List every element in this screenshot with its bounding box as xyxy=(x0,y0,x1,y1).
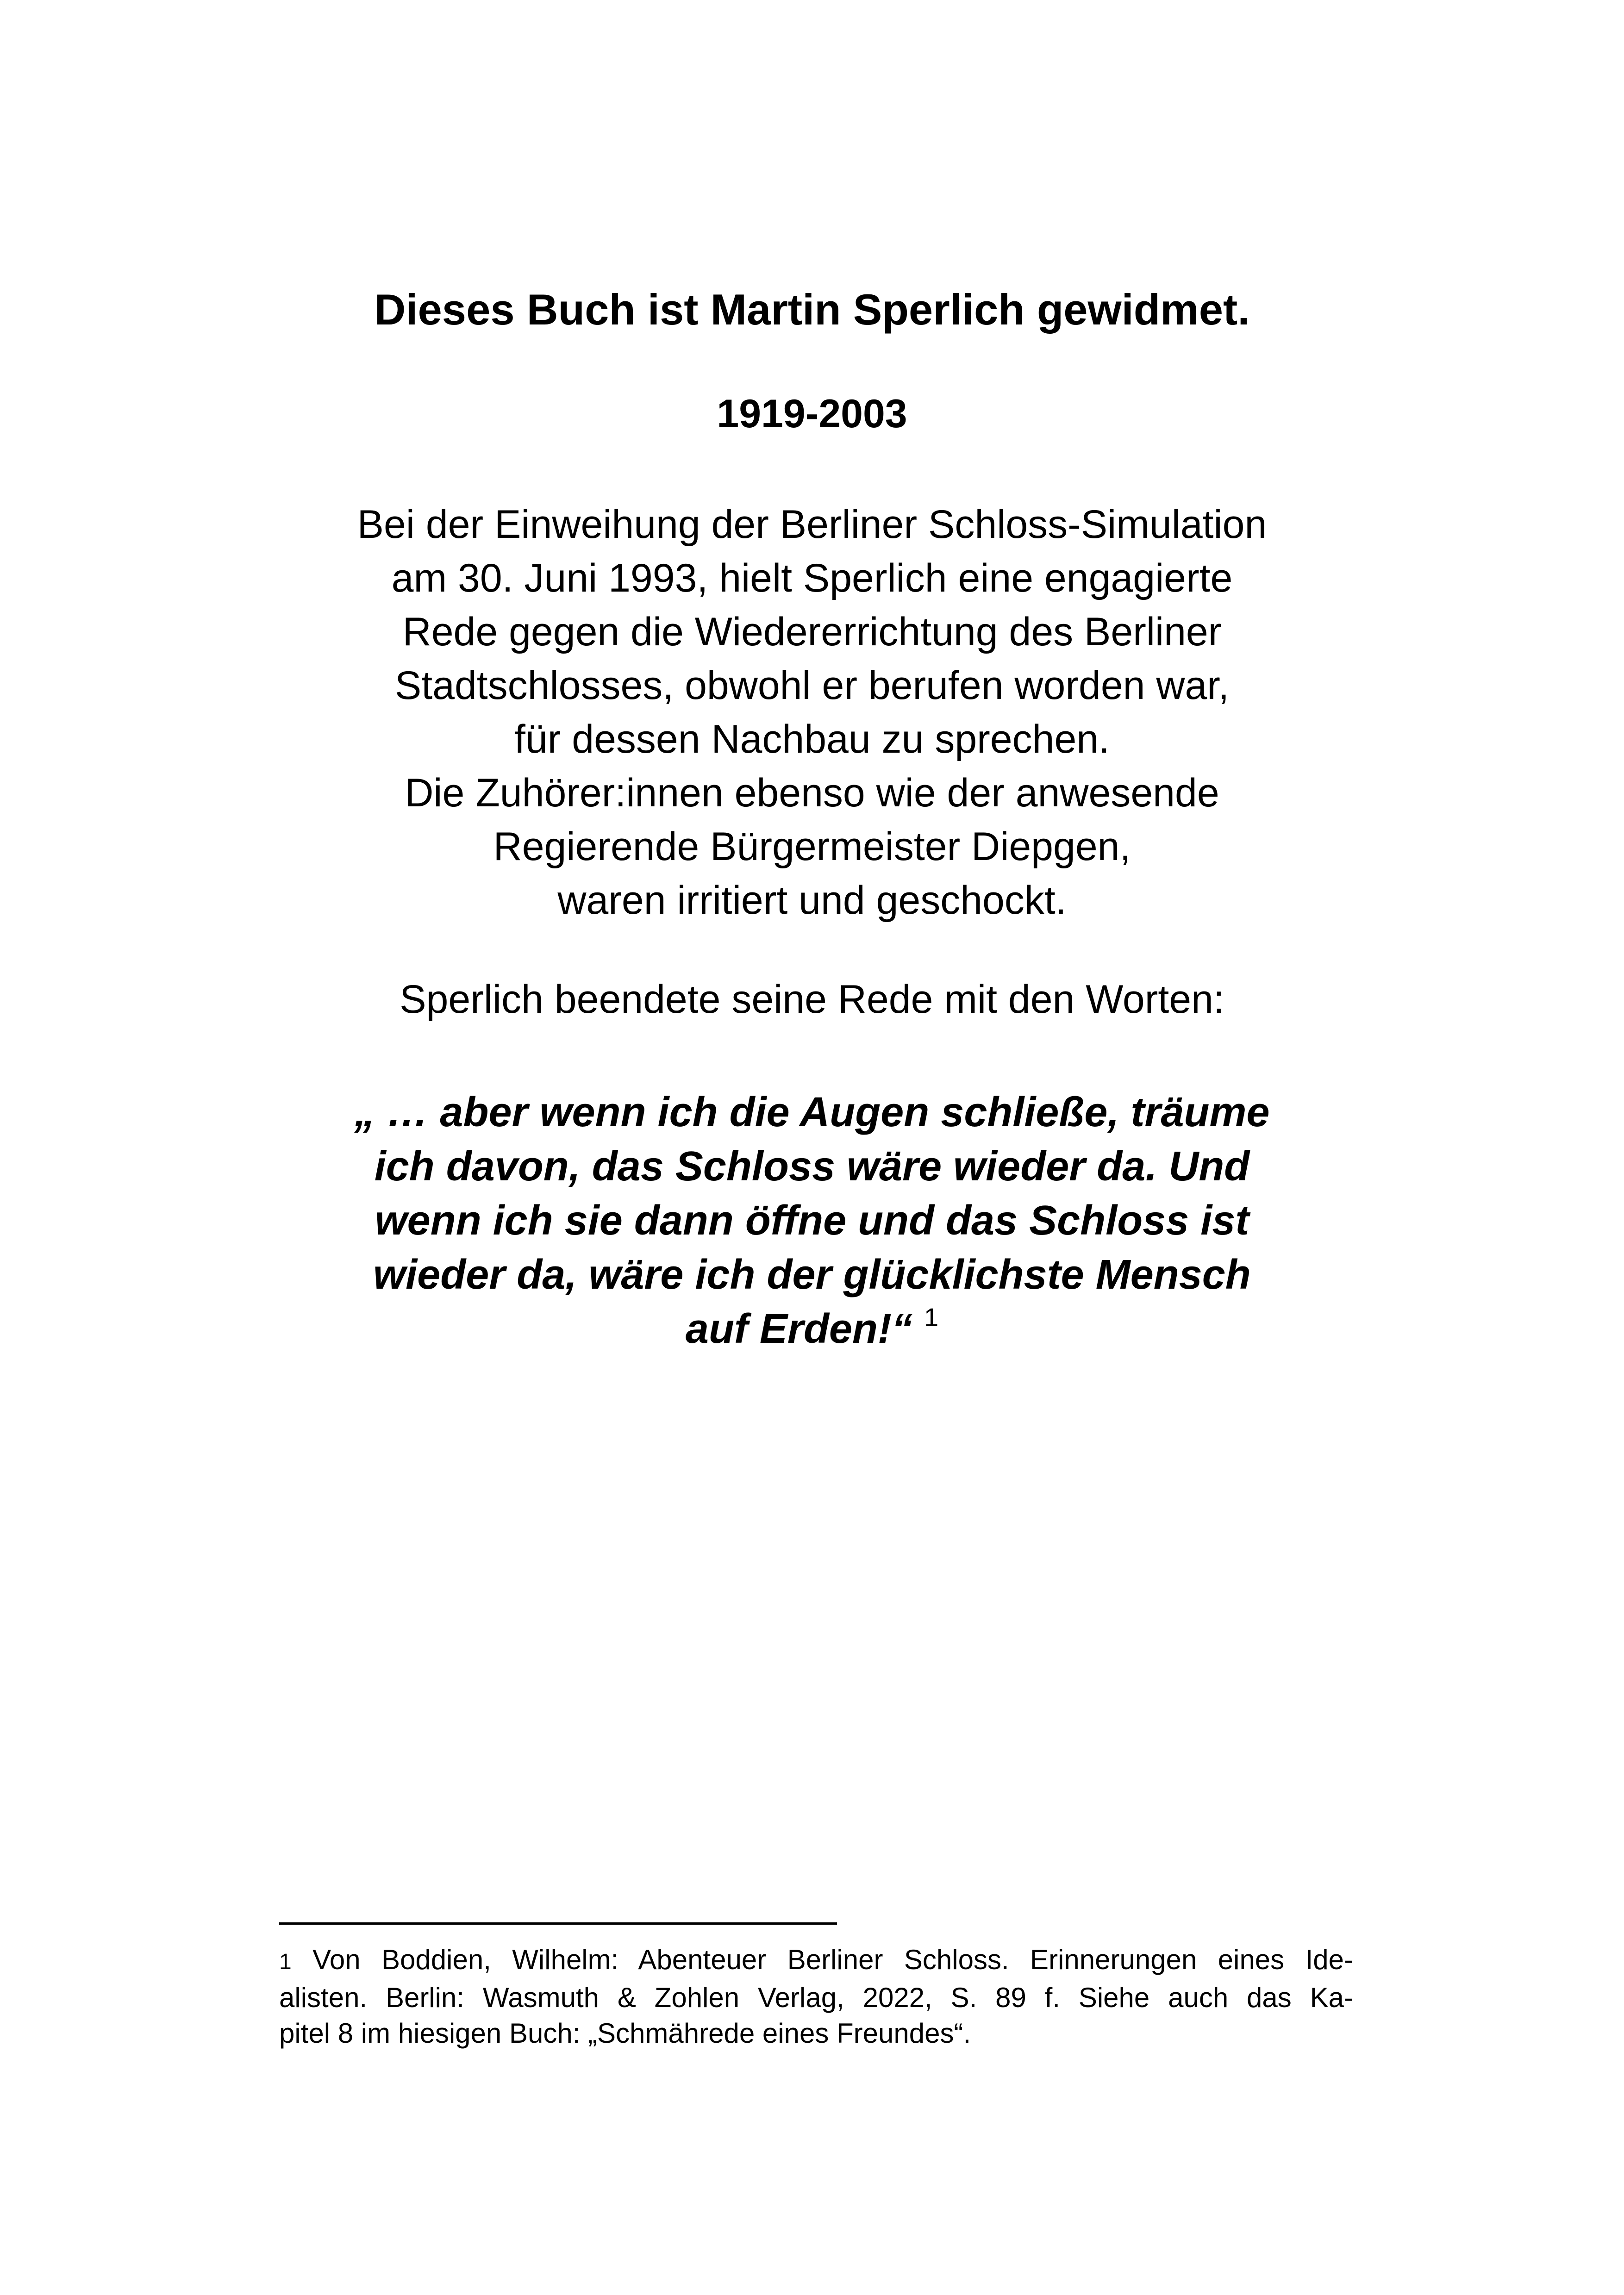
narrative-line: Regierende Bürgermeister Diepgen, xyxy=(493,824,1131,869)
quote-line-last xyxy=(0,1302,1624,1356)
dedication-heading: Dieses Buch ist Martin Sperlich gewidmet. xyxy=(374,285,1250,334)
narrative-line: für dessen Nachbau zu sprechen. xyxy=(514,717,1110,761)
narrative-line: Rede gegen die Wiedererrichtung des Berliner xyxy=(402,610,1222,654)
narrative-line: waren irritiert und geschockt. xyxy=(557,878,1067,923)
footnote-line xyxy=(279,1942,1353,1980)
quote-line: wieder da, wäre ich der glücklichste Mensch xyxy=(373,1252,1251,1298)
life-years: 1919-2003 xyxy=(717,392,907,436)
narrative-line: Stadtschlosses, obwohl er berufen worden war, xyxy=(394,663,1230,708)
footnote-number: 1 xyxy=(279,1950,292,1974)
quote-line: wenn ich sie dann öffne und das Schloss ist xyxy=(375,1197,1249,1244)
narrative-line: Die Zuhörer:innen ebenso wie der anwesende xyxy=(405,771,1219,815)
narrative-line: Bei der Einweihung der Berliner Schloss-Simulation xyxy=(357,502,1267,547)
narrative-line: am 30. Juni 1993, hielt Sperlich eine engagierte xyxy=(391,556,1233,600)
quote-intro: Sperlich beendete seine Rede mit den Worten: xyxy=(400,977,1224,1022)
footnote-line: pitel 8 im hiesigen Buch: „Schmährede eines Freundes“. xyxy=(279,2018,971,2049)
footnote-separator xyxy=(279,1922,837,1925)
footnote-line-text: Von Boddien, Wilhelm: Abenteuer Berliner Schloss. Erinnerungen eines Ide- xyxy=(312,1944,1353,1975)
quote-line-text: auf Erden!“ xyxy=(685,1306,912,1352)
quote-line: ich davon, das Schloss wäre wieder da. Und xyxy=(374,1143,1250,1190)
footnote xyxy=(279,1942,1353,2051)
narrative-paragraph xyxy=(0,498,1624,927)
sperlich-quote xyxy=(0,1085,1624,1356)
footnote-line: alisten. Berlin: Wasmuth & Zohlen Verlag, 2022, S. 89 f. Siehe auch das Ka- xyxy=(279,1982,1353,2013)
footnote-reference[interactable]: 1 xyxy=(924,1303,939,1332)
quote-line: „ … aber wenn ich die Augen schließe, träume xyxy=(354,1089,1270,1135)
